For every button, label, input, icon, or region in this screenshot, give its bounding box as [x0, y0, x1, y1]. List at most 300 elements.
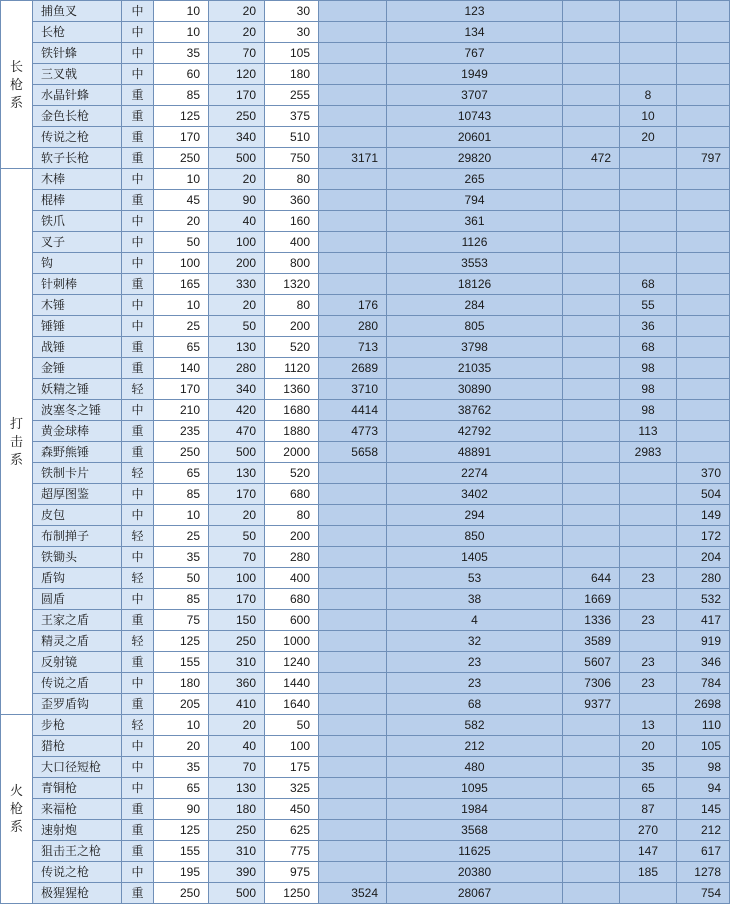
- table-row: [1, 526, 730, 547]
- value-cell-1: 10: [154, 715, 209, 736]
- table-row: [1, 799, 730, 820]
- table-row: [1, 190, 730, 211]
- value-cell-4: [319, 589, 387, 610]
- table-row: [1, 568, 730, 589]
- weight-class-cell: 重: [122, 820, 154, 841]
- value-cell-6: [563, 505, 620, 526]
- weight-class-cell: 中: [122, 778, 154, 799]
- value-cell-7: [620, 1, 677, 22]
- value-cell-1: 10: [154, 1, 209, 22]
- value-cell-5: 53: [387, 568, 563, 589]
- value-cell-3: 50: [265, 715, 319, 736]
- value-cell-6: [563, 253, 620, 274]
- value-cell-2: 100: [209, 232, 265, 253]
- value-cell-2: 410: [209, 694, 265, 715]
- table-row: [1, 274, 730, 295]
- weight-class-cell: 中: [122, 169, 154, 190]
- value-cell-8: [677, 379, 730, 400]
- value-cell-1: 85: [154, 85, 209, 106]
- value-cell-8: [677, 400, 730, 421]
- value-cell-7: [620, 253, 677, 274]
- value-cell-1: 20: [154, 211, 209, 232]
- value-cell-1: 50: [154, 232, 209, 253]
- value-cell-4: [319, 673, 387, 694]
- value-cell-7: 23: [620, 652, 677, 673]
- value-cell-4: 2689: [319, 358, 387, 379]
- value-cell-5: 23: [387, 673, 563, 694]
- value-cell-2: 120: [209, 64, 265, 85]
- weight-class-cell: 中: [122, 400, 154, 421]
- value-cell-3: 80: [265, 169, 319, 190]
- value-cell-8: [677, 316, 730, 337]
- table-row: [1, 421, 730, 442]
- value-cell-1: 210: [154, 400, 209, 421]
- value-cell-7: 147: [620, 841, 677, 862]
- value-cell-8: 98: [677, 757, 730, 778]
- value-cell-5: 3553: [387, 253, 563, 274]
- value-cell-4: 4773: [319, 421, 387, 442]
- value-cell-8: 110: [677, 715, 730, 736]
- value-cell-1: 250: [154, 148, 209, 169]
- value-cell-4: [319, 652, 387, 673]
- value-cell-5: 3568: [387, 820, 563, 841]
- value-cell-2: 200: [209, 253, 265, 274]
- value-cell-4: 3710: [319, 379, 387, 400]
- weight-class-cell: 中: [122, 589, 154, 610]
- value-cell-7: 20: [620, 127, 677, 148]
- table-row: [1, 505, 730, 526]
- value-cell-7: 68: [620, 274, 677, 295]
- value-cell-4: 3171: [319, 148, 387, 169]
- value-cell-2: 50: [209, 316, 265, 337]
- value-cell-5: 38762: [387, 400, 563, 421]
- value-cell-3: 750: [265, 148, 319, 169]
- value-cell-3: 600: [265, 610, 319, 631]
- weapon-name-cell: 传说之盾: [33, 673, 122, 694]
- value-cell-1: 125: [154, 631, 209, 652]
- weight-class-cell: 中: [122, 43, 154, 64]
- value-cell-3: 1250: [265, 883, 319, 904]
- value-cell-7: 8: [620, 85, 677, 106]
- value-cell-8: 370: [677, 463, 730, 484]
- value-cell-2: 20: [209, 22, 265, 43]
- table-row: [1, 694, 730, 715]
- value-cell-3: 1000: [265, 631, 319, 652]
- weapon-name-cell: 黄金球棒: [33, 421, 122, 442]
- weapon-name-cell: 棍棒: [33, 190, 122, 211]
- value-cell-2: 70: [209, 43, 265, 64]
- value-cell-2: 20: [209, 715, 265, 736]
- value-cell-7: 68: [620, 337, 677, 358]
- value-cell-7: [620, 631, 677, 652]
- group-label: 火 枪 系: [1, 715, 33, 904]
- value-cell-5: 11625: [387, 841, 563, 862]
- weapon-name-cell: 铁爪: [33, 211, 122, 232]
- weapon-name-cell: 猎枪: [33, 736, 122, 757]
- table-row: [1, 442, 730, 463]
- weight-class-cell: 重: [122, 883, 154, 904]
- value-cell-1: 50: [154, 568, 209, 589]
- value-cell-1: 10: [154, 505, 209, 526]
- value-cell-8: [677, 85, 730, 106]
- value-cell-2: 250: [209, 820, 265, 841]
- table-row: [1, 85, 730, 106]
- weight-class-cell: 轻: [122, 463, 154, 484]
- value-cell-6: [563, 64, 620, 85]
- value-cell-1: 35: [154, 757, 209, 778]
- value-cell-4: [319, 715, 387, 736]
- weight-class-cell: 中: [122, 211, 154, 232]
- value-cell-2: 500: [209, 148, 265, 169]
- value-cell-1: 25: [154, 316, 209, 337]
- value-cell-6: [563, 757, 620, 778]
- value-cell-4: [319, 820, 387, 841]
- weight-class-cell: 重: [122, 106, 154, 127]
- weight-class-cell: 重: [122, 127, 154, 148]
- weapon-name-cell: 铁锄头: [33, 547, 122, 568]
- weight-class-cell: 中: [122, 316, 154, 337]
- value-cell-8: 212: [677, 820, 730, 841]
- value-cell-4: [319, 547, 387, 568]
- table-row: [1, 610, 730, 631]
- value-cell-5: 794: [387, 190, 563, 211]
- weight-class-cell: 重: [122, 421, 154, 442]
- value-cell-4: [319, 631, 387, 652]
- value-cell-2: 250: [209, 631, 265, 652]
- value-cell-3: 520: [265, 337, 319, 358]
- value-cell-1: 35: [154, 43, 209, 64]
- value-cell-1: 250: [154, 883, 209, 904]
- weight-class-cell: 重: [122, 694, 154, 715]
- weapon-name-cell: 传说之枪: [33, 862, 122, 883]
- value-cell-8: [677, 442, 730, 463]
- table-row: [1, 862, 730, 883]
- value-cell-7: [620, 526, 677, 547]
- value-cell-2: 500: [209, 883, 265, 904]
- value-cell-5: 29820: [387, 148, 563, 169]
- value-cell-2: 280: [209, 358, 265, 379]
- value-cell-6: [563, 1, 620, 22]
- value-cell-6: 1669: [563, 589, 620, 610]
- group-label: 长 枪 系: [1, 1, 33, 169]
- weapon-name-cell: 反射镜: [33, 652, 122, 673]
- value-cell-8: [677, 337, 730, 358]
- weight-class-cell: 重: [122, 148, 154, 169]
- table-row: [1, 127, 730, 148]
- value-cell-1: 10: [154, 22, 209, 43]
- value-cell-6: [563, 127, 620, 148]
- value-cell-8: [677, 253, 730, 274]
- table-row: [1, 106, 730, 127]
- value-cell-6: 1336: [563, 610, 620, 631]
- table-row: [1, 715, 730, 736]
- value-cell-4: [319, 64, 387, 85]
- value-cell-8: 504: [677, 484, 730, 505]
- value-cell-5: 1095: [387, 778, 563, 799]
- value-cell-2: 250: [209, 106, 265, 127]
- value-cell-5: 68: [387, 694, 563, 715]
- value-cell-1: 125: [154, 820, 209, 841]
- value-cell-1: 90: [154, 799, 209, 820]
- table-row: [1, 316, 730, 337]
- value-cell-3: 360: [265, 190, 319, 211]
- table-row: [1, 358, 730, 379]
- value-cell-8: [677, 358, 730, 379]
- weight-class-cell: 重: [122, 337, 154, 358]
- value-cell-1: 65: [154, 463, 209, 484]
- value-cell-4: [319, 106, 387, 127]
- table-row: [1, 463, 730, 484]
- value-cell-1: 170: [154, 379, 209, 400]
- value-cell-8: 2698: [677, 694, 730, 715]
- value-cell-3: 400: [265, 568, 319, 589]
- weight-class-cell: 中: [122, 862, 154, 883]
- value-cell-2: 310: [209, 652, 265, 673]
- value-cell-8: [677, 169, 730, 190]
- weapon-name-cell: 金色长枪: [33, 106, 122, 127]
- value-cell-6: [563, 379, 620, 400]
- weapon-name-cell: 捕鱼叉: [33, 1, 122, 22]
- table-row: [1, 820, 730, 841]
- weight-class-cell: 中: [122, 1, 154, 22]
- table-row: [1, 148, 730, 169]
- weight-class-cell: 轻: [122, 715, 154, 736]
- value-cell-8: [677, 106, 730, 127]
- value-cell-7: [620, 547, 677, 568]
- value-cell-8: [677, 43, 730, 64]
- table-row: [1, 169, 730, 190]
- weapon-name-cell: 布制掸子: [33, 526, 122, 547]
- value-cell-5: 4: [387, 610, 563, 631]
- table-row: [1, 652, 730, 673]
- value-cell-1: 155: [154, 652, 209, 673]
- value-cell-3: 105: [265, 43, 319, 64]
- value-cell-6: [563, 421, 620, 442]
- value-cell-5: 3402: [387, 484, 563, 505]
- value-cell-2: 40: [209, 736, 265, 757]
- weapon-name-cell: 针刺棒: [33, 274, 122, 295]
- value-cell-7: 23: [620, 673, 677, 694]
- weapon-name-cell: 圆盾: [33, 589, 122, 610]
- value-cell-1: 195: [154, 862, 209, 883]
- value-cell-7: 65: [620, 778, 677, 799]
- value-cell-7: [620, 43, 677, 64]
- value-cell-3: 1680: [265, 400, 319, 421]
- value-cell-3: 400: [265, 232, 319, 253]
- weapon-name-cell: 极猩猩枪: [33, 883, 122, 904]
- value-cell-8: [677, 190, 730, 211]
- value-cell-1: 65: [154, 337, 209, 358]
- weight-class-cell: 中: [122, 232, 154, 253]
- value-cell-8: [677, 127, 730, 148]
- value-cell-3: 1640: [265, 694, 319, 715]
- value-cell-5: 850: [387, 526, 563, 547]
- value-cell-2: 40: [209, 211, 265, 232]
- value-cell-3: 255: [265, 85, 319, 106]
- value-cell-7: [620, 211, 677, 232]
- weight-class-cell: 中: [122, 673, 154, 694]
- value-cell-4: [319, 799, 387, 820]
- group-label: 打 击 系: [1, 169, 33, 715]
- value-cell-3: 30: [265, 22, 319, 43]
- value-cell-3: 80: [265, 295, 319, 316]
- table-row: [1, 43, 730, 64]
- weight-class-cell: 轻: [122, 568, 154, 589]
- value-cell-5: 212: [387, 736, 563, 757]
- value-cell-4: [319, 253, 387, 274]
- value-cell-4: [319, 694, 387, 715]
- value-cell-4: [319, 190, 387, 211]
- value-cell-6: [563, 274, 620, 295]
- value-cell-3: 1360: [265, 379, 319, 400]
- value-cell-2: 390: [209, 862, 265, 883]
- value-cell-4: [319, 43, 387, 64]
- value-cell-1: 75: [154, 610, 209, 631]
- weapon-name-cell: 来福枪: [33, 799, 122, 820]
- value-cell-3: 30: [265, 1, 319, 22]
- value-cell-5: 42792: [387, 421, 563, 442]
- value-cell-6: [563, 22, 620, 43]
- value-cell-3: 975: [265, 862, 319, 883]
- value-cell-2: 470: [209, 421, 265, 442]
- value-cell-1: 140: [154, 358, 209, 379]
- value-cell-2: 130: [209, 778, 265, 799]
- weapon-name-cell: 铁制卡片: [33, 463, 122, 484]
- value-cell-7: 20: [620, 736, 677, 757]
- weight-class-cell: 中: [122, 253, 154, 274]
- value-cell-5: 294: [387, 505, 563, 526]
- value-cell-6: [563, 463, 620, 484]
- weapon-name-cell: 皮包: [33, 505, 122, 526]
- value-cell-1: 85: [154, 484, 209, 505]
- weapon-name-cell: 大口径短枪: [33, 757, 122, 778]
- value-cell-2: 90: [209, 190, 265, 211]
- weapon-name-cell: 铁针蜂: [33, 43, 122, 64]
- value-cell-1: 180: [154, 673, 209, 694]
- value-cell-5: 123: [387, 1, 563, 22]
- value-cell-1: 60: [154, 64, 209, 85]
- value-cell-6: [563, 85, 620, 106]
- value-cell-7: 2983: [620, 442, 677, 463]
- table-row: [1, 232, 730, 253]
- value-cell-7: [620, 589, 677, 610]
- value-cell-2: 20: [209, 169, 265, 190]
- value-cell-3: 775: [265, 841, 319, 862]
- value-cell-6: 9377: [563, 694, 620, 715]
- value-cell-4: [319, 211, 387, 232]
- value-cell-7: 98: [620, 379, 677, 400]
- value-cell-3: 280: [265, 547, 319, 568]
- value-cell-5: 1126: [387, 232, 563, 253]
- value-cell-7: [620, 463, 677, 484]
- weapon-name-cell: 软子长枪: [33, 148, 122, 169]
- value-cell-5: 3707: [387, 85, 563, 106]
- weapon-name-cell: 王家之盾: [33, 610, 122, 631]
- value-cell-6: [563, 883, 620, 904]
- value-cell-3: 200: [265, 316, 319, 337]
- value-cell-7: 270: [620, 820, 677, 841]
- weight-class-cell: 重: [122, 652, 154, 673]
- value-cell-5: 30890: [387, 379, 563, 400]
- weight-class-cell: 中: [122, 484, 154, 505]
- value-cell-7: [620, 883, 677, 904]
- value-cell-5: 38: [387, 589, 563, 610]
- value-cell-7: [620, 169, 677, 190]
- value-cell-1: 45: [154, 190, 209, 211]
- weapon-name-cell: 三叉戟: [33, 64, 122, 85]
- value-cell-3: 1240: [265, 652, 319, 673]
- value-cell-5: 10743: [387, 106, 563, 127]
- value-cell-8: 145: [677, 799, 730, 820]
- value-cell-3: 2000: [265, 442, 319, 463]
- value-cell-8: 204: [677, 547, 730, 568]
- value-cell-7: [620, 694, 677, 715]
- value-cell-2: 20: [209, 295, 265, 316]
- table-row: [1, 757, 730, 778]
- value-cell-5: 23: [387, 652, 563, 673]
- weight-class-cell: 中: [122, 64, 154, 85]
- weapon-name-cell: 超厚图鉴: [33, 484, 122, 505]
- weapon-name-cell: 波塞冬之锤: [33, 400, 122, 421]
- value-cell-6: [563, 190, 620, 211]
- weapon-name-cell: 青铜枪: [33, 778, 122, 799]
- value-cell-4: [319, 610, 387, 631]
- value-cell-8: 754: [677, 883, 730, 904]
- weight-class-cell: 中: [122, 505, 154, 526]
- table-row: [1, 64, 730, 85]
- value-cell-5: 21035: [387, 358, 563, 379]
- value-cell-8: 105: [677, 736, 730, 757]
- value-cell-3: 1120: [265, 358, 319, 379]
- value-cell-3: 180: [265, 64, 319, 85]
- value-cell-2: 100: [209, 568, 265, 589]
- value-cell-5: 1949: [387, 64, 563, 85]
- value-cell-5: 2274: [387, 463, 563, 484]
- value-cell-3: 520: [265, 463, 319, 484]
- value-cell-7: [620, 148, 677, 169]
- value-cell-8: 94: [677, 778, 730, 799]
- table-row: [1, 841, 730, 862]
- value-cell-6: [563, 736, 620, 757]
- value-cell-5: 134: [387, 22, 563, 43]
- table-body: [1, 1, 730, 904]
- value-cell-2: 420: [209, 400, 265, 421]
- value-cell-2: 70: [209, 757, 265, 778]
- value-cell-6: [563, 358, 620, 379]
- weight-class-cell: 轻: [122, 631, 154, 652]
- weapon-name-cell: 步枪: [33, 715, 122, 736]
- value-cell-1: 85: [154, 589, 209, 610]
- value-cell-8: [677, 64, 730, 85]
- value-cell-5: 480: [387, 757, 563, 778]
- table-row: [1, 337, 730, 358]
- value-cell-7: [620, 505, 677, 526]
- table-row: [1, 778, 730, 799]
- table-row: [1, 484, 730, 505]
- value-cell-7: 35: [620, 757, 677, 778]
- value-cell-6: [563, 442, 620, 463]
- value-cell-2: 340: [209, 379, 265, 400]
- value-cell-1: 235: [154, 421, 209, 442]
- value-cell-2: 70: [209, 547, 265, 568]
- weapon-name-cell: 速射炮: [33, 820, 122, 841]
- value-cell-8: [677, 1, 730, 22]
- weapon-name-cell: 长枪: [33, 22, 122, 43]
- value-cell-8: [677, 232, 730, 253]
- value-cell-3: 160: [265, 211, 319, 232]
- value-cell-6: 472: [563, 148, 620, 169]
- value-cell-1: 165: [154, 274, 209, 295]
